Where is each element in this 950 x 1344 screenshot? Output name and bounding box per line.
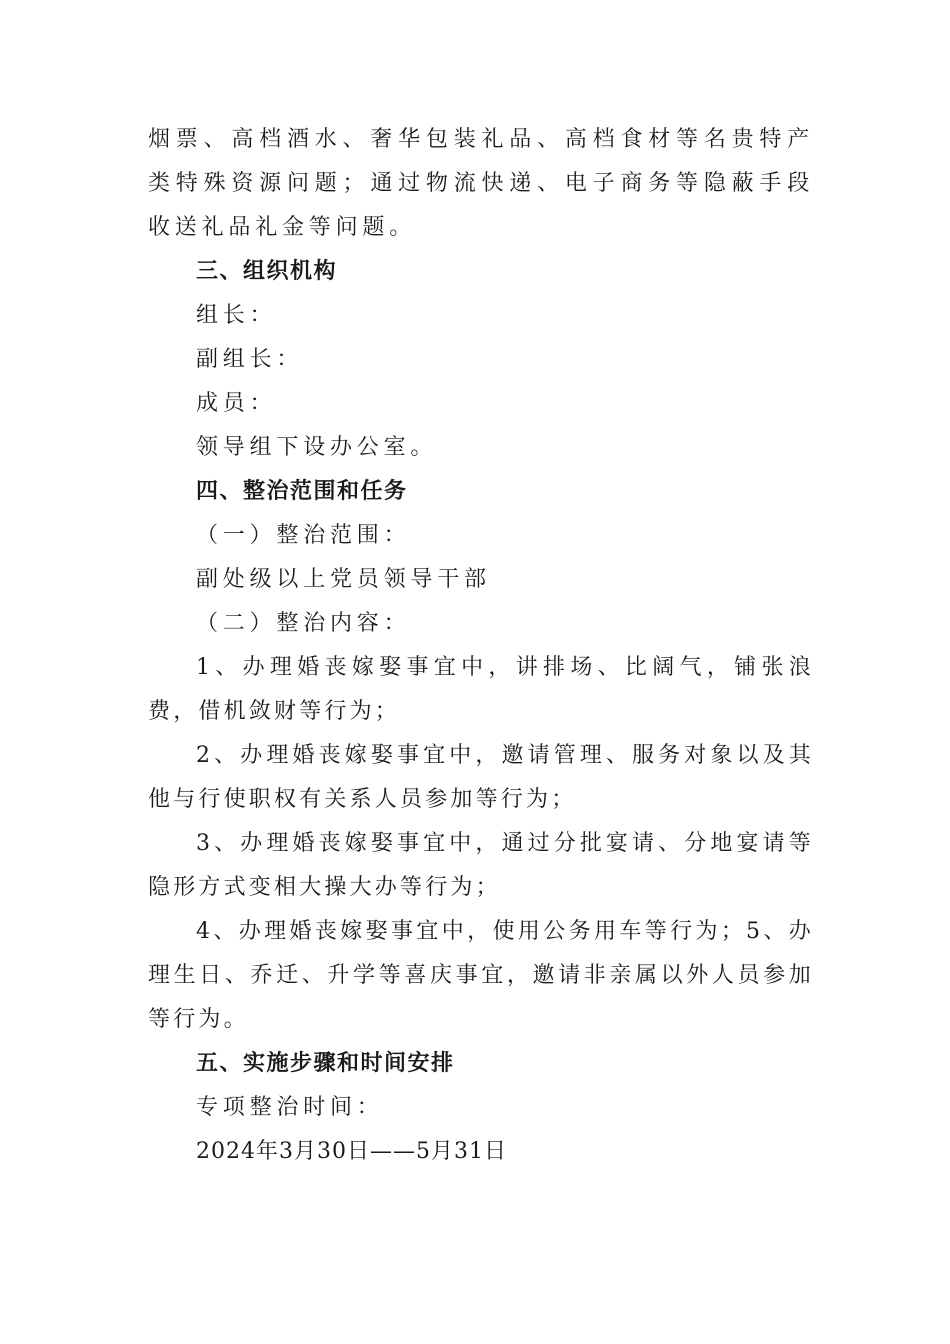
scope-subheading: （一）整治范围： (196, 523, 411, 548)
office-note: 领导组下设办公室。 (196, 435, 438, 460)
section-heading-organization: 三、组织机构 (196, 259, 338, 284)
section-heading-schedule: 五、实施步骤和时间安排 (196, 1051, 455, 1076)
deputy-leader-line: 副组长： (196, 347, 304, 372)
leader-line: 组长： (196, 303, 277, 328)
content-subheading: （二）整治内容： (196, 611, 411, 636)
rectification-item-1: 1、办理婚丧嫁娶事宜中，讲排场、比阔气，铺张浪费，借机敛财等行为； (148, 655, 814, 724)
time-label: 专项整治时间： (196, 1095, 384, 1120)
document-body (148, 118, 814, 1174)
rectification-item-3: 3、办理婚丧嫁娶事宜中，通过分批宴请、分地宴请等隐形方式变相大操大办等行为； (148, 831, 814, 900)
rectification-item-2: 2、办理婚丧嫁娶事宜中，邀请管理、服务对象以及其他与行使职权有关系人员参加等行为； (148, 743, 814, 812)
members-line: 成员： (196, 391, 277, 416)
rectification-item-4-5: 4、办理婚丧嫁娶事宜中，使用公务用车等行为；5、办理生日、乔迁、升学等喜庆事宜，邀请非亲属以外人员参加等行为。 (148, 919, 814, 1032)
section-heading-scope-tasks: 四、整治范围和任务 (196, 479, 408, 504)
scope-text: 副处级以上党员领导干部 (196, 567, 491, 592)
time-range: 2024年3月30日——5月31日 (196, 1139, 507, 1164)
intro-paragraph: 烟票、高档酒水、奢华包装礼品、高档食材等名贵特产类特殊资源问题；通过物流快递、电子商务等隐蔽手段收送礼品礼金等问题。 (148, 127, 814, 240)
